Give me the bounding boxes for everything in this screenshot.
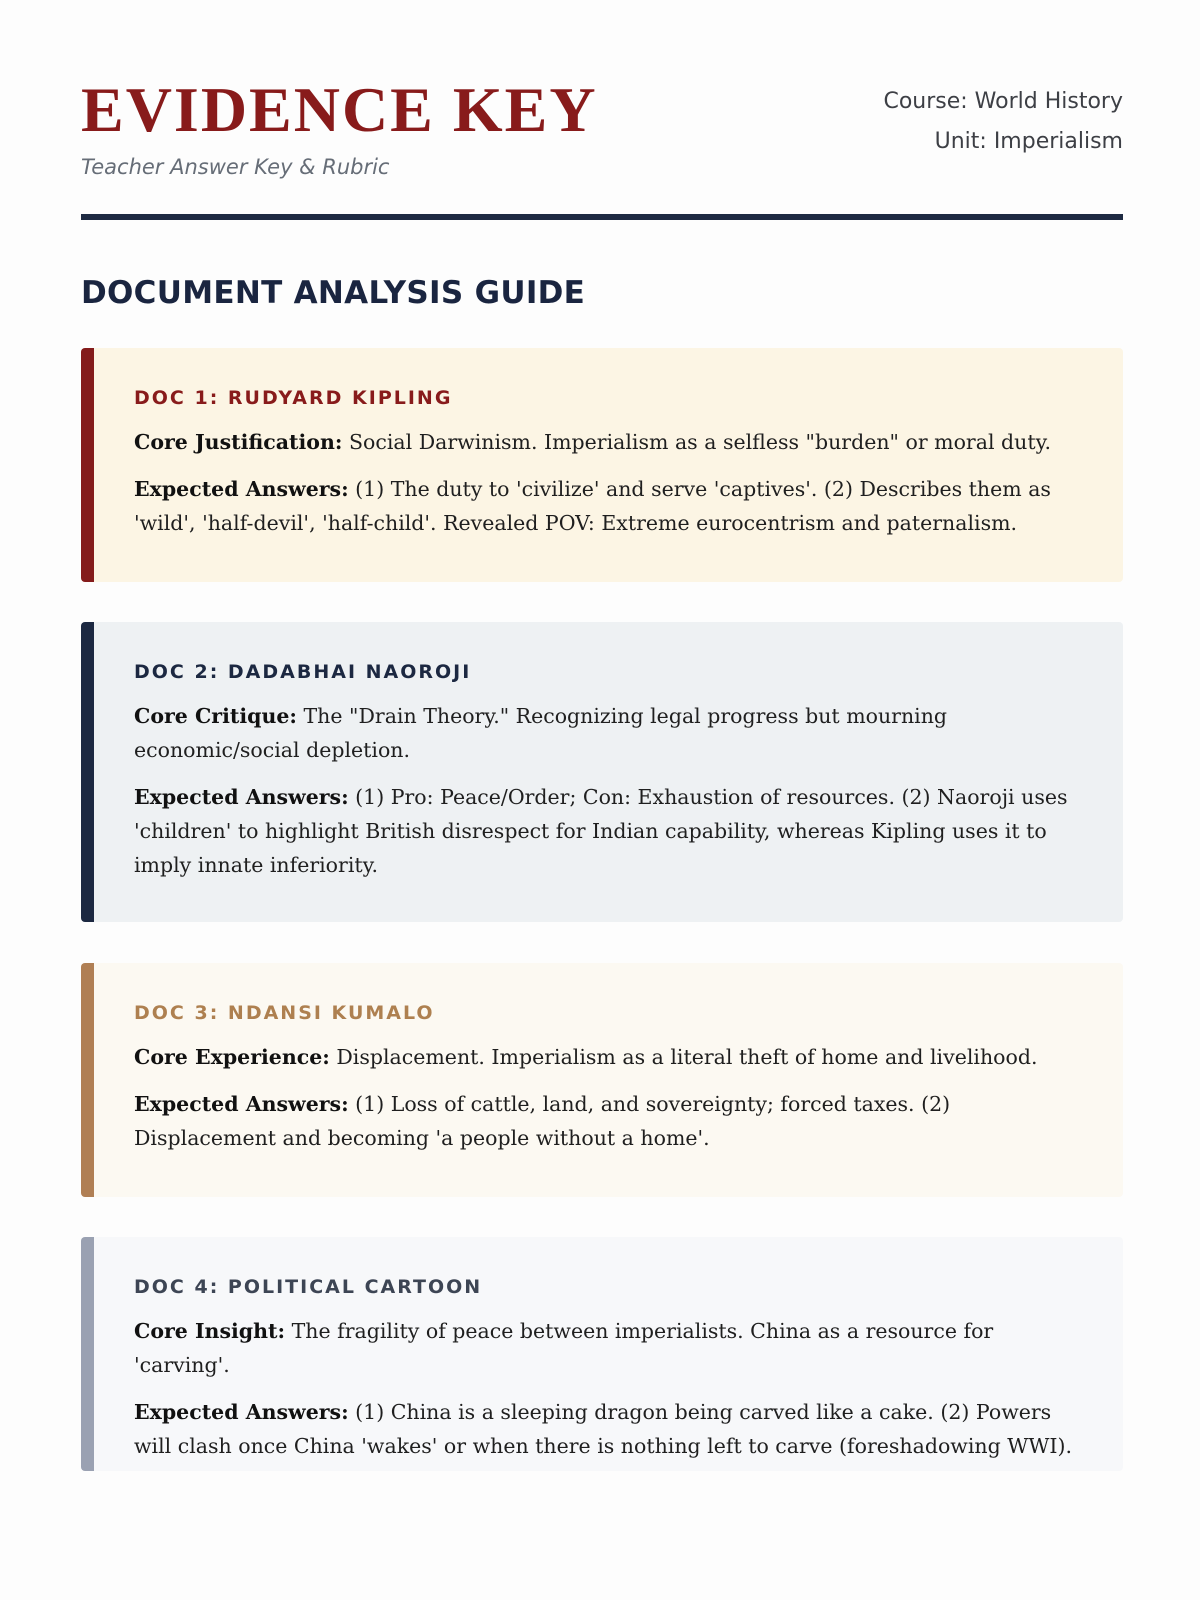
header: [81, 0, 1123, 221]
core-paragraph: [134, 1314, 1083, 1382]
core-label: Core Experience:: [134, 1045, 330, 1069]
answer-key-page: [81, 0, 1123, 1458]
answers-paragraph: [134, 780, 1083, 882]
section-heading: DOCUMENT ANALYSIS GUIDE: [81, 275, 586, 311]
core-text: The "Drain Theory." Recognizing legal progress but mourning economic/social depletion.: [134, 704, 948, 762]
course-label: Course: World History: [883, 89, 1123, 114]
page-subtitle: Teacher Answer Key & Rubric: [81, 155, 390, 179]
card-accent-bar: [81, 1237, 94, 1471]
card-accent-bar: [81, 622, 94, 922]
answers-text: (1) Pro: Peace/Order; Con: Exhaustion of resources. (2) Naoroji uses 'children' to highlight British disrespect for Indian capability, whereas Kipling uses it to imply innate inferiority.: [134, 785, 1068, 877]
answers-label: Expected Answers:: [134, 785, 349, 809]
answers-text: (1) China is a sleeping dragon being carved like a cake. (2) Powers will clash once China 'wakes' or when there is nothing left to carve (foreshadowing WWI).: [134, 1400, 1073, 1458]
answers-text: (1) Loss of cattle, land, and sovereignty; forced taxes. (2) Displacement and becoming 'a people without a home'.: [134, 1092, 951, 1150]
card-accent-bar: [81, 348, 94, 582]
core-paragraph: [134, 699, 1083, 767]
doc-title: DOC 1: RUDYARD KIPLING: [134, 387, 453, 409]
answers-paragraph: [134, 472, 1083, 540]
core-text: Displacement. Imperialism as a literal theft of home and livelihood.: [329, 1045, 1038, 1069]
core-paragraph: [134, 425, 1083, 459]
core-text: The fragility of peace between imperialists. China as a resource for 'carving'.: [134, 1319, 994, 1377]
answers-label: Expected Answers:: [134, 1092, 349, 1116]
core-label: Core Justification:: [134, 430, 343, 454]
page-title: EVIDENCE KEY: [81, 74, 598, 145]
doc-card-kumalo: [81, 963, 1123, 1197]
doc-title: DOC 4: POLITICAL CARTOON: [134, 1276, 483, 1298]
doc-title: DOC 3: NDANSI KUMALO: [134, 1002, 435, 1024]
doc-title: DOC 2: DADABHAI NAOROJI: [134, 661, 472, 683]
core-label: Core Critique:: [134, 704, 297, 728]
core-paragraph: [134, 1040, 1083, 1074]
doc-card-kipling: [81, 348, 1123, 582]
core-label: Core Insight:: [134, 1319, 286, 1343]
header-divider: [81, 214, 1123, 220]
doc-card-naoroji: [81, 622, 1123, 922]
answers-label: Expected Answers:: [134, 477, 349, 501]
course-meta: [883, 82, 1123, 162]
answers-paragraph: [134, 1395, 1083, 1463]
core-text: Social Darwinism. Imperialism as a selfless "burden" or moral duty.: [342, 430, 1051, 454]
answers-label: Expected Answers:: [134, 1400, 349, 1424]
answers-text: (1) The duty to 'civilize' and serve 'captives'. (2) Describes them as 'wild', 'half-devil', 'half-child'. Revealed POV: Extreme eurocentrism and paternalism.: [134, 477, 1051, 535]
doc-card-political-cartoon: [81, 1237, 1123, 1471]
card-accent-bar: [81, 963, 94, 1197]
unit-label: Unit: Imperialism: [934, 129, 1123, 154]
answers-paragraph: [134, 1087, 1083, 1155]
